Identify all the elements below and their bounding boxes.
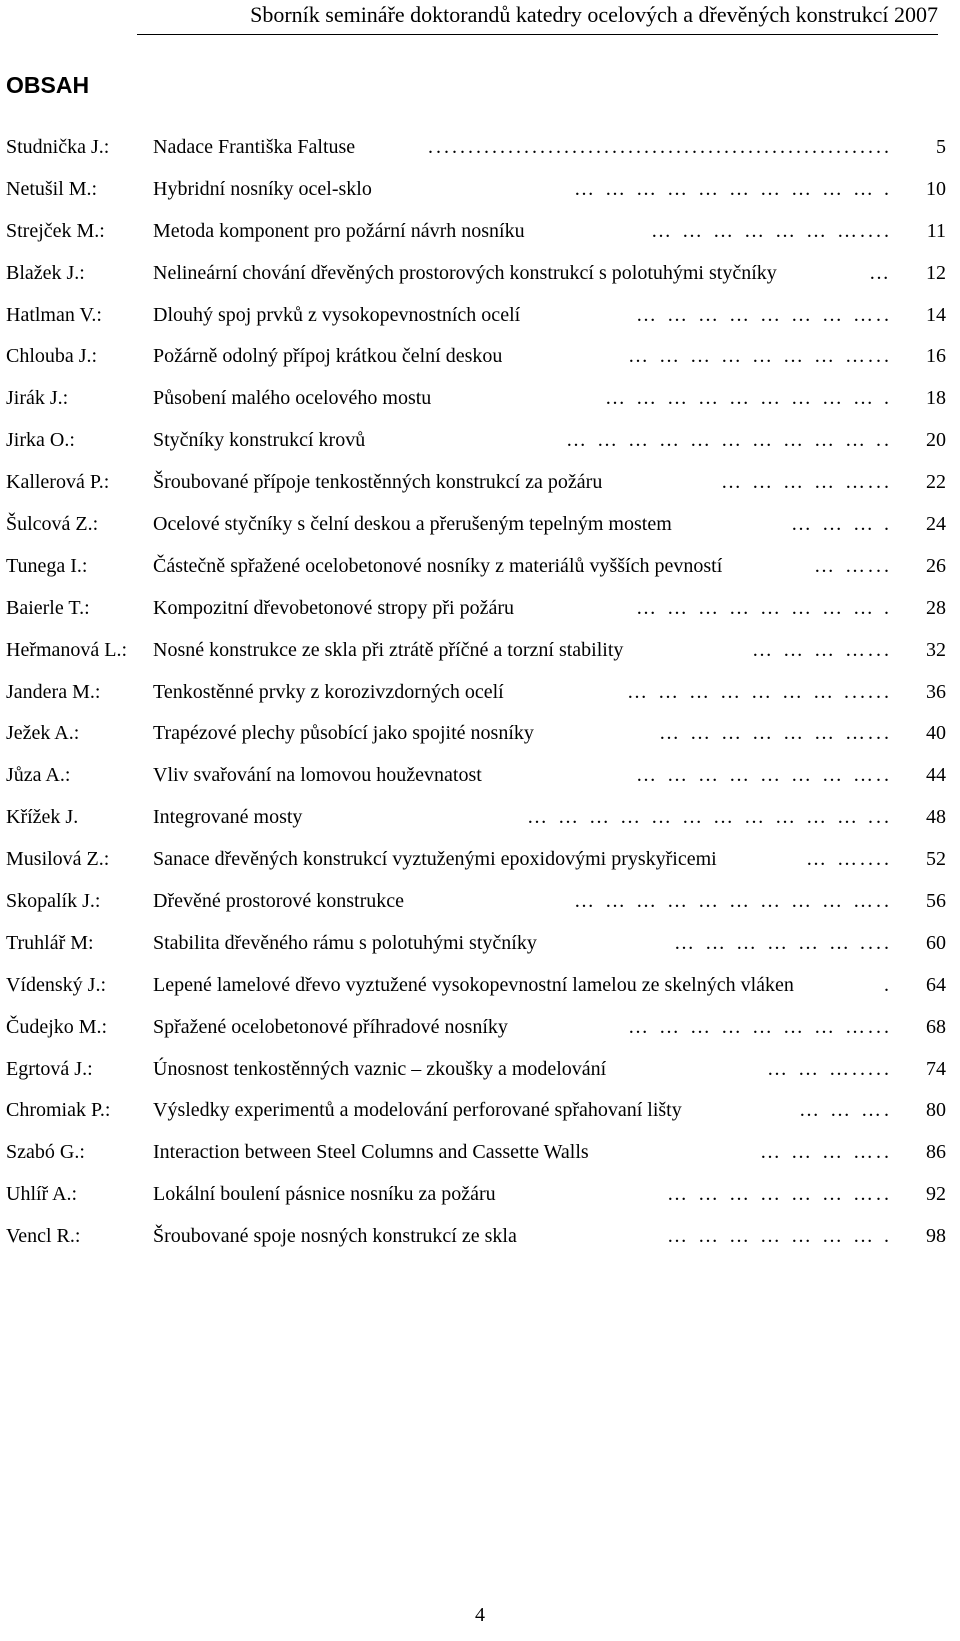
toc-entry-author: Vencl R.: <box>6 1225 81 1248</box>
toc-entry <box>6 462 952 504</box>
toc-title: OBSAH <box>6 72 90 98</box>
toc-entry-page: 44 <box>926 764 946 787</box>
toc-entry-title: Únosnost tenkostěnných vaznic – zkoušky a modelování <box>153 1049 612 1091</box>
toc-entry-leader: … … … … … … … … … . <box>605 387 892 410</box>
toc-entry-leader: … … … … … … …... <box>659 722 892 745</box>
toc-entry-leader: … … … … … … … … … ….. <box>574 890 892 913</box>
toc-entry-author: Blažek J.: <box>6 261 85 284</box>
toc-entry-leader: … … … … … … … ….. <box>636 764 892 787</box>
toc-entry-author: Chromiak P.: <box>6 1099 111 1122</box>
toc-entry <box>6 672 952 714</box>
toc-entry-author: Strejček M.: <box>6 219 105 242</box>
toc-entry-page: 11 <box>926 219 946 242</box>
toc-entry <box>6 881 952 923</box>
toc-entry-title: Šroubované spoje nosných konstrukcí ze skla <box>153 1216 523 1258</box>
toc-entry-title: Nadace Františka Faltuse <box>153 127 361 169</box>
toc-entry-leader: . <box>884 973 892 996</box>
toc-entry-title: Šroubované přípoje tenkostěnných konstrukcí za požáru <box>153 462 608 504</box>
toc-entry-page: 68 <box>926 1015 946 1038</box>
toc-entry-title: Spřažené ocelobetonové příhradové nosníky <box>153 1007 514 1049</box>
toc-entry-author: Vídenský J.: <box>6 973 106 996</box>
toc-entry-page: 92 <box>926 1183 946 1206</box>
toc-entry <box>6 797 952 839</box>
toc-entry-author: Tunega I.: <box>6 554 88 577</box>
toc-entry-title: Trapézové plechy působící jako spojité nosníky <box>153 713 540 755</box>
toc-entry-title: Lokální boulení pásnice nosníku za požáru <box>153 1174 502 1216</box>
toc-entry-author: Jandera M.: <box>6 680 101 703</box>
toc-entry-leader: … … … . <box>791 513 892 536</box>
toc-entry-page: 14 <box>926 303 946 326</box>
toc-entry-author: Jůza A.: <box>6 764 71 787</box>
toc-entry-page: 22 <box>926 471 946 494</box>
toc-entry <box>6 839 952 881</box>
toc-entry-leader: … … …..... <box>767 1057 892 1080</box>
toc-entry-page: 40 <box>926 722 946 745</box>
toc-entry <box>6 923 952 965</box>
toc-entry-page: 56 <box>926 890 946 913</box>
toc-entry-author: Musilová Z.: <box>6 848 110 871</box>
toc-entry-page: 80 <box>926 1099 946 1122</box>
toc-entry-leader: … … … … … … ….... <box>651 219 892 242</box>
toc-entry-page: 10 <box>926 177 946 200</box>
toc-entry-page: 18 <box>926 387 946 410</box>
toc-entry-author: Netušil M.: <box>6 177 98 200</box>
toc-entry-author: Jirák J.: <box>6 387 69 410</box>
toc-entry-page: 98 <box>926 1225 946 1248</box>
toc-entry-title: Stabilita dřevěného rámu s polotuhými styčníky <box>153 923 543 965</box>
toc-entry-leader: … … … … … … .... <box>674 931 892 954</box>
toc-entry-page: 24 <box>926 513 946 536</box>
toc-entry <box>6 965 952 1007</box>
header-rule <box>137 34 938 35</box>
toc-entry <box>6 127 952 169</box>
toc-entry-title: Výsledky experimentů a modelování perforované spřahovaní lišty <box>153 1090 688 1132</box>
toc-entry-leader: … … … … … … … ….. <box>636 303 892 326</box>
toc-entry-author: Skopalík J.: <box>6 890 101 913</box>
toc-entry-leader: … … … … … … ….. <box>667 1183 892 1206</box>
toc-entry-page: 86 <box>926 1141 946 1164</box>
toc-entry-leader: … ….... <box>806 848 892 871</box>
toc-entry-author: Jirka O.: <box>6 429 75 452</box>
toc-entry-leader: … …... <box>814 554 892 577</box>
toc-entry-author: Szabó G.: <box>6 1141 85 1164</box>
toc-entry <box>6 420 952 462</box>
toc-entry-author: Kallerová P.: <box>6 471 110 494</box>
running-header: Sborník semináře doktorandů katedry ocelových a dřevěných konstrukcí 2007 <box>250 2 938 27</box>
toc-entry-author: Šulcová Z.: <box>6 513 99 536</box>
toc-entry-page: 48 <box>926 806 946 829</box>
toc-entry-page: 16 <box>926 345 946 368</box>
toc-entry-author: Truhlář M: <box>6 931 94 954</box>
toc-entry-title: Tenkostěnné prvky z korozivzdorných ocelí <box>153 672 510 714</box>
toc-entry-leader: … <box>869 261 892 284</box>
toc-entry-title: Styčníky konstrukcí krovů <box>153 420 371 462</box>
toc-entry-title: Nosné konstrukce ze skla při ztrátě příčné a torzní stability <box>153 630 629 672</box>
toc-entry-title: Nelineární chování dřevěných prostorových konstrukcí s polotuhými styčníky <box>153 253 783 295</box>
toc-entry-page: 5 <box>936 136 946 158</box>
toc-entry-author: Studnička J.: <box>6 136 110 158</box>
toc-entry-author: Uhlíř A.: <box>6 1183 78 1206</box>
toc-entry <box>6 378 952 420</box>
toc-entry-page: 60 <box>926 931 946 954</box>
toc-entry-author: Egrtová J.: <box>6 1057 93 1080</box>
toc-entry-leader: .......................................................... <box>428 136 892 158</box>
toc-entry-title: Dřevěné prostorové konstrukce <box>153 881 410 923</box>
toc-entry <box>6 504 952 546</box>
toc-entry <box>6 169 952 211</box>
toc-entry-page: 36 <box>926 680 946 703</box>
table-of-contents <box>6 127 952 1258</box>
toc-entry-page: 20 <box>926 429 946 452</box>
toc-entry-title: Působení malého ocelového mostu <box>153 378 437 420</box>
toc-entry-title: Ocelové styčníky s čelní deskou a přerušeným tepelným mostem <box>153 504 678 546</box>
toc-entry <box>6 253 952 295</box>
toc-entry <box>6 630 952 672</box>
toc-entry-leader: … … … … … … … … … … .. <box>566 429 892 452</box>
toc-entry-page: 52 <box>926 848 946 871</box>
toc-entry-title: Částečně spřažené ocelobetonové nosníky z materiálů vyšších pevností <box>153 546 728 588</box>
toc-entry <box>6 755 952 797</box>
toc-entry <box>6 211 952 253</box>
toc-entry <box>6 1174 952 1216</box>
toc-entry-leader: … … … ….. <box>760 1141 892 1164</box>
toc-entry-page: 12 <box>926 261 946 284</box>
toc-entry-leader: … … … … …... <box>721 471 892 494</box>
toc-entry-author: Heřmanová L.: <box>6 638 128 661</box>
toc-entry <box>6 713 952 755</box>
toc-entry-leader: … … … … … … … . <box>667 1225 892 1248</box>
toc-entry-leader: … … … … … … … … … … … ... <box>527 806 892 829</box>
toc-entry-page: 26 <box>926 554 946 577</box>
toc-entry-page: 74 <box>926 1057 946 1080</box>
toc-entry <box>6 295 952 337</box>
toc-entry-leader: … … … … … … … … … … . <box>574 177 892 200</box>
toc-entry-author: Baierle T.: <box>6 596 90 619</box>
toc-entry-leader: … … … … … … … …... <box>628 1015 892 1038</box>
toc-entry-author: Křížek J. <box>6 806 79 829</box>
toc-entry-page: 32 <box>926 638 946 661</box>
toc-entry-title: Interaction between Steel Columns and Cassette Walls <box>153 1132 595 1174</box>
toc-entry-leader: … … … …... <box>752 638 892 661</box>
toc-entry <box>6 1216 952 1258</box>
toc-entry <box>6 336 952 378</box>
toc-entry-page: 28 <box>926 596 946 619</box>
toc-entry-author: Chlouba J.: <box>6 345 98 368</box>
toc-entry-title: Sanace dřevěných konstrukcí vyztuženými epoxidovými pryskyřicemi <box>153 839 723 881</box>
toc-entry-page: 64 <box>926 973 946 996</box>
toc-entry-title: Vliv svařování na lomovou houževnatost <box>153 755 488 797</box>
toc-entry <box>6 1090 952 1132</box>
toc-entry-title: Metoda komponent pro požární návrh nosníku <box>153 211 531 253</box>
toc-entry <box>6 1132 952 1174</box>
toc-entry-author: Čudejko M.: <box>6 1015 108 1038</box>
toc-entry-leader: … … … … … … … … . <box>636 596 892 619</box>
toc-entry-author: Ježek A.: <box>6 722 80 745</box>
toc-entry-author: Hatlman V.: <box>6 303 102 326</box>
toc-entry-title: Hybridní nosníky ocel-sklo <box>153 169 378 211</box>
toc-entry-leader: … … … … … … … …... <box>628 345 892 368</box>
toc-entry-title: Požárně odolný přípoj krátkou čelní deskou <box>153 336 508 378</box>
toc-entry-title: Kompozitní dřevobetonové stropy při požáru <box>153 588 520 630</box>
toc-entry <box>6 1049 952 1091</box>
toc-entry <box>6 1007 952 1049</box>
toc-entry-leader: … … …. <box>799 1099 892 1122</box>
toc-entry <box>6 588 952 630</box>
toc-entry-leader: … … … … … … … ...... <box>627 680 892 703</box>
toc-entry <box>6 546 952 588</box>
toc-entry-title: Dlouhý spoj prvků z vysokopevnostních ocelí <box>153 295 526 337</box>
toc-entry-title: Integrované mosty <box>153 797 308 839</box>
toc-entry-title: Lepené lamelové dřevo vyztužené vysokopevnostní lamelou ze skelných vláken <box>153 965 800 1007</box>
page-number: 4 <box>475 1604 485 1626</box>
